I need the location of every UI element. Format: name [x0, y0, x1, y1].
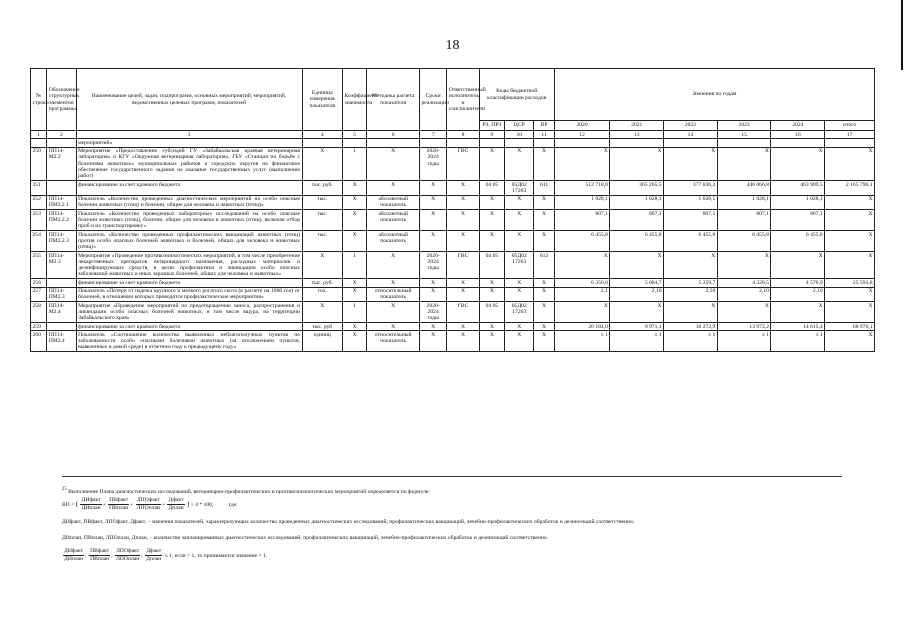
table-cell: 1 — [343, 252, 367, 279]
table-cell: гол. — [302, 287, 343, 302]
table-cell: ПП14-М2.2 — [47, 147, 76, 180]
table-cell: 4 328,5 — [717, 279, 771, 287]
table-cell: X — [505, 147, 534, 180]
table-cell: 250 — [31, 147, 47, 180]
table-cell: 807,1 — [717, 210, 771, 231]
column-number: 9 — [479, 131, 504, 139]
table-cell: тыс. — [302, 195, 343, 210]
formula-fraction: $\frac{\text{ЛПОфакт}}{\text{ЛПОплан}}$ — [116, 548, 140, 562]
table-cell: X — [343, 195, 367, 210]
column-number: 5 — [343, 131, 367, 139]
table-row — [31, 231, 875, 252]
table-cell: 1 028,1 — [610, 195, 664, 210]
table-cell: Мероприятие «Проведение противоэпизоотических мероприятий, в том числе приобретение лекарственных препаратов ветеринарного назначения, расходных материалов и дезинфицирующих средств, в целях профилактики и ликвидации особо опасных заболеваний животных и иных заразных болезней, общих для человека и животных» — [78, 252, 300, 278]
table-cell: 253 — [31, 210, 47, 231]
table-cell: 463 909,5 — [771, 181, 825, 196]
table-cell: X — [367, 302, 420, 323]
table-cell: X — [479, 147, 504, 180]
table-cell — [367, 139, 420, 147]
table-cell: 251 — [31, 181, 47, 196]
table-cell: 1 — [343, 302, 367, 323]
table-cell: X — [717, 302, 771, 323]
table-body — [31, 131, 875, 352]
table-cell: 5 084,7 — [610, 279, 664, 287]
table-cell: X — [610, 147, 664, 180]
column-number: 7 — [420, 131, 447, 139]
header-budget-codes: Коды бюджетной классификации расходов — [479, 69, 554, 121]
table-cell — [420, 139, 447, 147]
table-cell — [505, 139, 534, 147]
table-cell: ≤ 1 — [771, 331, 825, 352]
table-cell: ПП14-М2.3 — [47, 252, 76, 279]
table-cell: X — [479, 231, 504, 252]
table-cell: X — [534, 323, 554, 331]
table-cell: X — [825, 210, 875, 231]
header-year: 2020 — [554, 121, 610, 131]
footnote-definition-1: ДИфакт, ПВфакт, ЛПОфакт, Дфакт, – значения показателей, характеризующих количество проведенных диагностических исследований, профилактических вакцинаций, лечебно-профилактических обработок и дезинсекций соответственно; — [62, 519, 635, 525]
table-cell: Показатель «Количество проведенных профилактических вакцинаций животных (птиц) против особо опасных болезней животных и болезней, общих для человека и животных (птиц)» — [78, 231, 300, 251]
table-cell: тыс. руб — [302, 323, 343, 331]
table-cell: X — [420, 210, 447, 231]
footnote-separator — [62, 476, 842, 477]
table-cell: 6 455,8 — [771, 231, 825, 252]
column-number: 8 — [447, 131, 479, 139]
table-row — [31, 195, 875, 210]
table-cell — [479, 139, 504, 147]
table-cell: ГВС — [447, 147, 479, 180]
table-cell: Показатель «Соотношение количества выявленных неблагополучных пунктов по заболеваемости особо опасными болезнями животных (за исключением пунктов, выявленных в дикой среде) в отчетном году к предыдущему году» — [78, 331, 300, 351]
table-cell — [47, 181, 76, 196]
table-cell: X — [771, 147, 825, 180]
table-cell: 2,10 — [771, 287, 825, 302]
table-cell: абсолютный показатель — [367, 231, 420, 252]
table-cell: X — [534, 331, 554, 352]
table-cell: X — [479, 323, 504, 331]
program-table — [30, 68, 875, 352]
formula-fraction: $\frac{\text{ПВфакт}}{\text{ПВплан}}$ — [109, 497, 129, 511]
header-year: 2022 — [664, 121, 718, 131]
table-cell: X — [610, 252, 664, 279]
table-cell — [47, 139, 76, 147]
table-cell: X — [825, 331, 875, 352]
header-terms: Сроки реализации — [420, 69, 447, 131]
table-cell: тыс. — [302, 231, 343, 252]
table-cell: X — [447, 231, 479, 252]
formula: ВП = ( $\frac{\text{ДИфакт}}{\text{ДИплан}}$ + $\frac{\text{ПВфакт}}{\text{ПВплан}}$ + $\frac{\text{ЛПОфакт}}{\text{ЛПОплан}}$ + $\frac{\text{Дфакт}}{\text{Дплан}}$ ) ÷ 4 * 100, где: — [62, 497, 238, 511]
table-cell: X — [302, 302, 343, 323]
footnote-intro-line — [62, 486, 852, 496]
table-cell: X — [534, 287, 554, 302]
table-row — [31, 181, 875, 196]
table-cell: 365 265,5 — [610, 181, 664, 196]
table-cell: ПП14-М2.4 — [47, 302, 76, 323]
table-cell: 807,1 — [554, 210, 610, 231]
table-row — [31, 331, 875, 352]
table-cell — [47, 279, 76, 287]
table-cell — [717, 139, 771, 147]
table-cell: X — [664, 302, 718, 323]
table-cell — [343, 139, 367, 147]
table-cell: ≤ 1 — [554, 331, 610, 352]
column-number: 16 — [771, 131, 825, 139]
table-cell: X — [420, 287, 447, 302]
table-cell: 612 — [534, 252, 554, 279]
column-number: 17 — [825, 131, 875, 139]
table-cell — [610, 139, 664, 147]
table-cell: X — [367, 323, 420, 331]
table-cell: 05Д02 17263 — [505, 181, 534, 196]
header-unit: Единица измерения показателя — [302, 69, 343, 131]
table-cell: мероприятий» — [76, 139, 302, 147]
table-cell: X — [420, 195, 447, 210]
condition-text: ≤ 1, если > 1, то принимается значение = 1. — [164, 552, 268, 559]
table-cell: 20 184,0 — [554, 323, 610, 331]
table-cell: X — [447, 279, 479, 287]
table-cell: X — [664, 147, 718, 180]
table-cell: 258 — [31, 302, 47, 323]
table-cell: X — [420, 331, 447, 352]
header-subcode: ЦСР — [505, 121, 534, 131]
table-cell: 6 455,8 — [717, 231, 771, 252]
table-cell: X — [825, 231, 875, 252]
table-cell: X — [505, 287, 534, 302]
table-cell: ≤ 1 — [717, 331, 771, 352]
table-cell: 1 028,1 — [554, 195, 610, 210]
table-cell — [825, 139, 875, 147]
table-cell: 9 971,1 — [610, 323, 664, 331]
column-number: 15 — [717, 131, 771, 139]
table-cell: тыс. руб. — [302, 279, 343, 287]
table-cell: Показатель «Количество проведенных диагностических мероприятий на особо опасные болезни животных (птиц) и болезни, общие для человека и животных (птиц)» — [78, 196, 300, 209]
table-cell: единиц — [302, 331, 343, 352]
table-cell: Показатель «Потери от падежа крупного и мелкого рогатого скота (в расчете на 1000 гол) от болезней, в отношении которых проводятся профилактические мероприятия» — [78, 288, 300, 301]
table-cell: X — [302, 147, 343, 180]
table-cell: X — [343, 181, 367, 196]
table-cell: X — [479, 195, 504, 210]
table-cell: 05Д02 17263 — [505, 252, 534, 279]
header-year: 2024 — [771, 121, 825, 131]
table-cell: X — [343, 323, 367, 331]
table-cell: X — [554, 147, 610, 180]
table-cell: X — [447, 287, 479, 302]
header-subcode: ВР — [534, 121, 554, 131]
table-cell: финансирование за счет краевого бюджета — [76, 323, 302, 331]
table-cell — [771, 139, 825, 147]
formula-fraction: $\frac{\text{Дфакт}}{\text{Дплан}}$ — [146, 548, 162, 562]
table-cell: абсолютный показатель — [367, 210, 420, 231]
table-cell: X — [825, 252, 875, 279]
table-row — [31, 302, 875, 323]
table-cell: X — [367, 181, 420, 196]
table-cell: X — [447, 323, 479, 331]
table-cell: X — [479, 287, 504, 302]
table-cell: 6 455,8 — [610, 231, 664, 252]
column-number: 14 — [664, 131, 718, 139]
column-number: 10 — [505, 131, 534, 139]
table-cell — [302, 139, 343, 147]
table-row — [31, 323, 875, 331]
table-cell: 807,1 — [771, 210, 825, 231]
column-number: 13 — [610, 131, 664, 139]
table-cell: X — [825, 287, 875, 302]
table-cell: 1 028,1 — [717, 195, 771, 210]
table-cell: X — [447, 331, 479, 352]
header-values-by-year: Значения по годам — [554, 69, 874, 121]
table-cell: X — [771, 302, 825, 323]
formula-fraction: $\frac{\text{ЛПОфакт}}{\text{ЛПОплан}}$ — [136, 497, 160, 511]
table-cell: 6 455,8 — [664, 231, 718, 252]
table-cell: X — [610, 302, 664, 323]
table-cell: X — [664, 252, 718, 279]
table-cell: X — [825, 147, 875, 180]
table-cell: относительный показатель — [367, 331, 420, 352]
table-cell: 2,10 — [717, 287, 771, 302]
column-number: 12 — [554, 131, 610, 139]
table-cell: X — [825, 302, 875, 323]
table-cell: X — [534, 231, 554, 252]
footnote-definition-2: ДИплан, ПВплан, ЛПОплан, Дплан, – количество запланированных диагностических исследований, профилактических вакцинаций, лечебно-профилактических обработок и дезинсекций соответственно. — [62, 535, 549, 541]
formula-vp: ВП = — [62, 501, 75, 508]
table-cell: X — [534, 302, 554, 323]
table-cell: 6 350,0 — [554, 279, 610, 287]
table-cell: тыс. руб. — [302, 181, 343, 196]
column-numbering-row — [31, 131, 875, 139]
table-cell: X — [343, 287, 367, 302]
page-edge-line — [901, 0, 903, 70]
formula-fraction: $\frac{\text{ПВфакт}}{\text{ПВплан}}$ — [90, 548, 110, 562]
table-cell: ПП14-ПМ2.4 — [47, 331, 76, 352]
column-number: 2 — [47, 131, 76, 139]
table-cell: X — [343, 210, 367, 231]
table-cell: 807,1 — [664, 210, 718, 231]
table-cell: 2,1 — [554, 287, 610, 302]
table-cell: 1 — [343, 147, 367, 180]
table-cell: X — [534, 210, 554, 231]
table-cell: финансирование за счет краевого бюджета — [76, 181, 302, 196]
footnote-intro: Выполнение Плана диагностических исследований, ветеринарно-профилактических и противоэпизоотических мероприятий определяется по формуле: — [68, 488, 430, 495]
table-cell: 257 — [31, 287, 47, 302]
table-cell: 25 593,8 — [825, 279, 875, 287]
table-cell: X — [534, 147, 554, 180]
table-cell: 4 570,9 — [771, 279, 825, 287]
header-year: 2021 — [610, 121, 664, 131]
table-cell: X — [479, 331, 504, 352]
table-cell: 68 976,1 — [825, 323, 875, 331]
table-cell: ПП14-ПМ2.2.3 — [47, 231, 76, 252]
table-cell: X — [367, 147, 420, 180]
formula-where: где: — [228, 501, 238, 508]
table-row — [31, 287, 875, 302]
condition-formula: $\frac{\text{ДИфакт}}{\text{ДИплан}}$ ; $\frac{\text{ПВфакт}}{\text{ПВплан}}$ ; $\frac{\text{ЛПОфакт}}{\text{ЛПОплан}}$ ; $\frac{\text{Дфакт}}{\text{Дплан}}$ ≤ 1, если > 1, то принимается значение = 1. — [64, 548, 268, 562]
table-cell: X — [717, 252, 771, 279]
table-cell: ПП14-ПМ2.2.2 — [47, 210, 76, 231]
table-cell: X — [367, 279, 420, 287]
table-cell: 252 — [31, 195, 47, 210]
table-cell: 2020-2024 годы — [420, 252, 447, 279]
table-cell: X — [505, 210, 534, 231]
header-year: итого — [825, 121, 875, 131]
table-cell: Показатель «Количество проведенных лабораторных исследований на особо опасные болезни животных (птиц), болезни, общие для человека и животных (птиц), включая отбор проб и их транспортировку» — [78, 210, 300, 230]
table-cell: тыс. — [302, 210, 343, 231]
table-cell — [447, 139, 479, 147]
table-cell: финансирование за счет краевого бюджета — [76, 279, 302, 287]
table-cell: X — [420, 279, 447, 287]
column-number: 11 — [534, 131, 554, 139]
table-row — [31, 139, 875, 147]
table-cell: X — [343, 331, 367, 352]
table-cell: X — [505, 231, 534, 252]
table-cell: X — [505, 279, 534, 287]
table-cell: ПП14-ПМ2.2.1 — [47, 195, 76, 210]
table-cell: 260 — [31, 331, 47, 352]
formula-fraction: $\frac{\text{ДИфакт}}{\text{ДИплан}}$ — [64, 548, 84, 562]
table-cell: X — [367, 252, 420, 279]
table-cell: 05Д02 17263 — [505, 302, 534, 323]
table-cell: 254 — [31, 231, 47, 252]
table-cell: X — [479, 210, 504, 231]
table-cell: ≤ 1 — [664, 331, 718, 352]
table-cell: X — [534, 279, 554, 287]
column-number: 1 — [31, 131, 47, 139]
table-cell: X — [505, 331, 534, 352]
formula-tail: ÷ 4 * 100, — [190, 501, 214, 508]
table-cell: X — [505, 323, 534, 331]
table-cell: X — [771, 252, 825, 279]
table-cell: Мероприятие «Предоставление субсидий ГУ «Забайкальская краевая ветеринарная лаборатория» и КГУ «Окружная ветеринарная лаборатория», ГБУ «Станция по борьбе с болезнями животных» муниципальных районов и городских округов на финансовое обеспечение государственного задания на оказание государственных услуг (выполнение работ) — [78, 148, 300, 180]
table-cell: 259 — [31, 323, 47, 331]
table-cell: X — [479, 279, 504, 287]
table-cell: X — [554, 252, 610, 279]
table-row — [31, 252, 875, 279]
formula-fraction: $\frac{\text{Дфакт}}{\text{Дплан}}$ — [168, 497, 184, 511]
footnote-marker: 25 — [62, 487, 67, 492]
table-cell: 04 05 — [479, 302, 504, 323]
table-cell: X — [505, 195, 534, 210]
table-cell: ПП14-ПМ2.3 — [47, 287, 76, 302]
table-cell: относительный показатель — [367, 287, 420, 302]
table-row — [31, 279, 875, 287]
table-cell: 256 — [31, 279, 47, 287]
table-cell: 13 972,2 — [717, 323, 771, 331]
table-cell: 512 718,0 — [554, 181, 610, 196]
table-cell: 2,10 — [664, 287, 718, 302]
table-cell: 10 272,9 — [664, 323, 718, 331]
table-cell: 2020-2024 годы — [420, 147, 447, 180]
table-cell: 5 259,7 — [664, 279, 718, 287]
column-number: 3 — [76, 131, 302, 139]
table-cell: 377 836,3 — [664, 181, 718, 196]
table-cell — [554, 139, 610, 147]
table-cell: 2,10 — [610, 287, 664, 302]
header-row-num: № строки — [31, 69, 47, 131]
formula-fraction: $\frac{\text{ДИфакт}}{\text{ДИплан}}$ — [81, 497, 101, 511]
table-cell: X — [825, 195, 875, 210]
table-cell — [664, 139, 718, 147]
header-method: Методика расчета показателя — [367, 69, 420, 131]
table-cell: 1 028,1 — [771, 195, 825, 210]
table-cell: 6 455,8 — [554, 231, 610, 252]
header-name: Наименование целей, задач, подпрограмм, основных мероприятий, мероприятий, ведомственных целевых программ, показателей — [76, 69, 302, 131]
table-cell: 1 028,1 — [664, 195, 718, 210]
table-row — [31, 147, 875, 180]
header-code: Обозначение структурных элементов программы — [47, 69, 76, 131]
table-cell: X — [420, 323, 447, 331]
table-cell: 255 — [31, 252, 47, 279]
header-subcode: РЗ, ПРЗ — [479, 121, 504, 131]
column-number: 6 — [367, 131, 420, 139]
table-cell: 04 05 — [479, 181, 504, 196]
table-cell: 611 — [534, 181, 554, 196]
table-cell: абсолютный показатель — [367, 195, 420, 210]
header-coef: Коэффициент значимости — [343, 69, 367, 131]
table-cell: ГВС — [447, 302, 479, 323]
table-cell: X — [717, 147, 771, 180]
table-cell: X — [302, 252, 343, 279]
table-cell: 807,1 — [610, 210, 664, 231]
table-cell: 2 165 796,1 — [825, 181, 875, 196]
header-responsible: Ответственный исполнитель и соисполнители — [447, 69, 479, 131]
header-year: 2023 — [717, 121, 771, 131]
table-cell: X — [447, 181, 479, 196]
table-cell: X — [420, 181, 447, 196]
table-cell: ГВС — [447, 252, 479, 279]
table-cell — [47, 323, 76, 331]
table-cell: X — [420, 231, 447, 252]
table-cell — [31, 139, 47, 147]
table-cell: X — [554, 302, 610, 323]
table-cell: 04 05 — [479, 252, 504, 279]
table-cell: Мероприятие «Проведение мероприятий по предотвращению заноса, распространения и ликвидации особо опасных болезней животных, в том числе ящура, на территории Забайкальского края» — [78, 302, 300, 322]
table-cell: X — [447, 210, 479, 231]
table-cell — [534, 139, 554, 147]
column-number: 4 — [302, 131, 343, 139]
table-row — [31, 210, 875, 231]
table-cell: X — [343, 231, 367, 252]
table-cell: X — [343, 279, 367, 287]
table-cell: 2020-2024 годы — [420, 302, 447, 323]
table-cell: ≤ 1 — [610, 331, 664, 352]
table-cell: X — [447, 195, 479, 210]
page-number: 18 — [445, 38, 460, 53]
table-cell: X — [534, 195, 554, 210]
table-cell: 14 615,4 — [771, 323, 825, 331]
table-cell: 446 066,8 — [717, 181, 771, 196]
